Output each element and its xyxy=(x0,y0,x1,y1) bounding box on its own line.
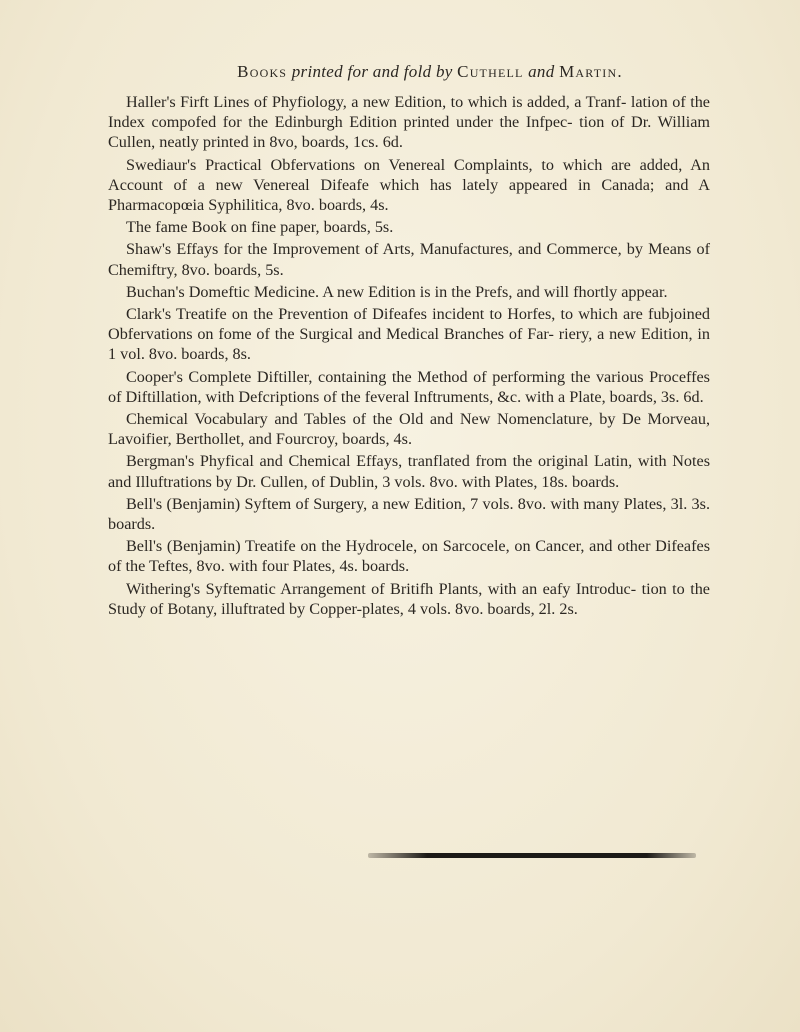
book-entry-bell-surgery: Bell's (Benjamin) Syftem of Surgery, a new Edition, 7 vols. 8vo. with many Plates, 3l. 3s. boards. xyxy=(108,494,710,534)
running-head xyxy=(150,62,710,82)
running-head-printed-for: printed for and fold by xyxy=(291,62,453,81)
running-head-books: Books xyxy=(237,62,288,81)
running-head-and: and xyxy=(528,62,555,81)
book-list xyxy=(108,92,710,621)
book-entry-haller: Haller's Firft Lines of Phyfiology, a new Edition, to which is added, a Tranf- lation of the Index compofed for the Edinburgh Edition printed under the Infpec- tion of Dr. William Cullen, neatly printed in 8vo, boards, 1cs. 6d. xyxy=(108,93,710,152)
running-head-martin: Martin. xyxy=(559,62,623,81)
book-entry-chemical-vocabulary: Chemical Vocabulary and Tables of the Old and New Nomenclature, by De Morveau, Lavoifier, Berthollet, and Fourcroy, boards, 4s. xyxy=(108,410,710,449)
book-entry-bergman: Bergman's Phyfical and Chemical Effays, tranflated from the original Latin, with Notes and Illuftrations by Dr. Cullen, of Dublin, 3 vols. 8vo. with Plates, 18s. boards. xyxy=(108,452,710,491)
footer-rule xyxy=(368,853,696,858)
book-entry-buchan: Buchan's Domeftic Medicine. A new Edition is in the Prefs, and will fhortly appear. xyxy=(126,282,668,301)
book-entry-clark: Clark's Treatife on the Prevention of Difeafes incident to Horfes, to which are fubjoined Obfervations on fome of the Surgical and Medical Branches of Far- riery, a new Edition, in 1 vol. 8vo. boards, 8s. xyxy=(108,305,710,364)
book-entry-cooper: Cooper's Complete Diftiller, containing the Method of performing the various Proceffes of Diftillation, with Defcriptions of the feveral Inftruments, &c. with a Plate, boards, 3s. 6d. xyxy=(108,367,710,406)
book-entry-same-book-fine-paper: The fame Book on fine paper, boards, 5s. xyxy=(126,218,394,237)
book-entry-swediaur: Swediaur's Practical Obfervations on Venereal Complaints, to which are added, An Account of a new Venereal Difeafe which has lately appeared in Canada; and A Pharmacopœia Syphilitica, 8vo. boards, 4s. xyxy=(108,155,710,215)
book-entry-bell-hydrocele: Bell's (Benjamin) Treatife on the Hydrocele, on Sarcocele, on Cancer, and other Difeafes of the Teftes, 8vo. with four Plates, 4s. boards. xyxy=(108,537,710,576)
book-entry-withering: Withering's Syftematic Arrangement of Britifh Plants, with an eafy Introduc- tion to the Study of Botany, illuftrated by Copper-plates, 4 vols. 8vo. boards, 2l. 2s. xyxy=(108,579,710,618)
book-entry-shaw: Shaw's Effays for the Improvement of Arts, Manufactures, and Commerce, by Means of Chemiftry, 8vo. boards, 5s. xyxy=(108,240,710,279)
running-head-cuthell: Cuthell xyxy=(457,62,524,81)
